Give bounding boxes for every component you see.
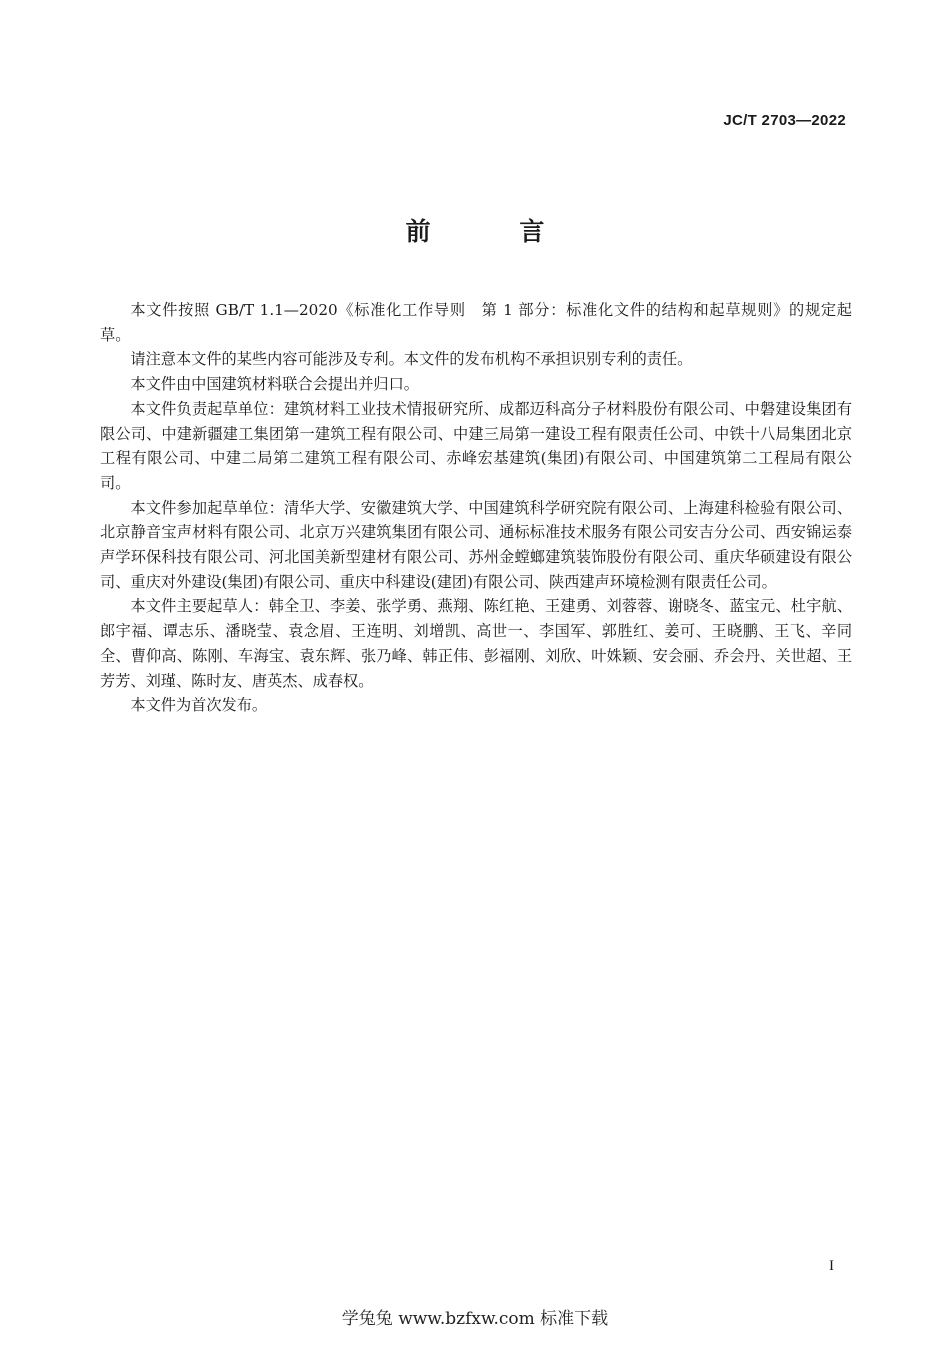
paragraph-first-release: 本文件为首次发布。 bbox=[130, 696, 268, 715]
paragraph-proposer: 本文件由中国建筑材料联合会提出并归口。 bbox=[130, 375, 419, 394]
footer-watermark: 学兔兔 www.bzfxw.com 标准下载 bbox=[341, 1309, 609, 1329]
paragraph-patent-notice: 请注意本文件的某些内容可能涉及专利。本文件的发布机构不承担识别专利的责任。 bbox=[130, 350, 693, 369]
document-code: JC/T 2703—2022 bbox=[723, 112, 846, 129]
paragraph-main-drafters: 本文件主要起草人：韩全卫、李姜、张学勇、燕翔、陈红艳、王建勇、刘蓉蓉、谢晓冬、蓝宝元、杜宇航、郎宇福、谭志乐、潘晓莹、袁念眉、王连明、刘增凯、高世一、李国军、郭胜红、姜可、王晓鹏、王飞、辛同全、曹仰高、陈刚、车海宝、袁东辉、张乃峰、韩正伟、彭福刚、刘欣、叶姝颖、安会丽、乔会丹、关世超、王芳芳、刘瑾、陈时友、唐英杰、成春权。 bbox=[100, 597, 852, 690]
paragraph-lead-drafting-units: 本文件负责起草单位：建筑材料工业技术情报研究所、成都迈科高分子材料股份有限公司、中磐建设集团有限公司、中建新疆建工集团第一建筑工程有限公司、中建三局第一建设工程有限责任公司、中铁十八局集团北京工程有限公司、中建二局第二建筑工程有限公司、赤峰宏基建筑(集团)有限公司、中国建筑第二工程局有限公司。 bbox=[100, 399, 852, 492]
page-number: I bbox=[829, 1258, 834, 1274]
paragraph-participating-units: 本文件参加起草单位：清华大学、安徽建筑大学、中国建筑科学研究院有限公司、上海建科检验有限公司、北京静音宝声材料有限公司、北京万兴建筑集团有限公司、通标标准技术服务有限公司安吉分公司、西安锦运泰声学环保科技有限公司、河北国美新型建材有限公司、苏州金螳螂建筑装饰股份有限公司、重庆华硕建设有限公司、重庆对外建设(集团)有限公司、重庆中科建设(建团)有限公司、陕西建声环境检测有限责任公司。 bbox=[100, 498, 852, 591]
paragraph-drafting-rules: 本文件按照 GB/T 1.1—2020《标准化工作导则 第 1 部分：标准化文件的结构和起草规则》的规定起草。 bbox=[100, 301, 852, 344]
page-title: 前 言 bbox=[405, 217, 585, 246]
foreword-body bbox=[100, 298, 852, 718]
